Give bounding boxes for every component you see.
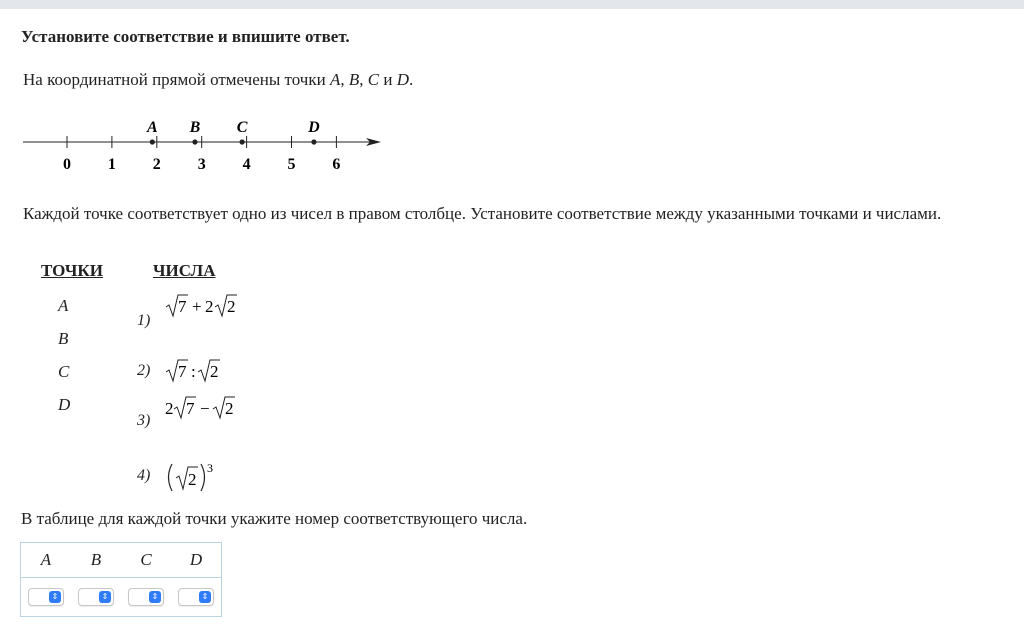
task-intro: На координатной прямой отмечены точки A, B, C и D. xyxy=(23,70,414,89)
formula-4-graphic xyxy=(165,460,225,496)
answer-cell xyxy=(71,578,121,617)
option-number: 2) xyxy=(137,362,151,379)
answer-header-a: A xyxy=(21,543,72,578)
point-label: A xyxy=(146,119,158,136)
select-arrows-icon: ⇕ xyxy=(49,591,61,603)
answer-header-c: C xyxy=(121,543,171,578)
option-formula-2 xyxy=(165,357,245,390)
answer-select-a[interactable] xyxy=(28,588,64,606)
point-label: C xyxy=(236,119,248,136)
svg-text:2: 2 xyxy=(227,297,236,316)
answer-cell xyxy=(21,578,72,617)
option-number: 1) xyxy=(137,312,151,329)
tick-label: 2 xyxy=(152,156,161,173)
select-arrows-icon: ⇕ xyxy=(99,591,111,603)
select-arrows-icon: ⇕ xyxy=(149,591,161,603)
svg-text:+: + xyxy=(192,297,202,316)
point-label: C xyxy=(58,362,70,381)
svg-text:−: − xyxy=(200,399,210,418)
svg-text::: : xyxy=(191,362,196,381)
tick-label: 1 xyxy=(107,156,116,173)
option-number: 3) xyxy=(137,412,151,429)
tick-label: 6 xyxy=(332,156,341,173)
point-dot xyxy=(240,139,245,144)
svg-text:3: 3 xyxy=(207,461,213,475)
top-bar xyxy=(0,0,1024,9)
svg-text:2: 2 xyxy=(205,297,214,316)
tick-label: 3 xyxy=(197,156,206,173)
point-dot xyxy=(311,139,316,144)
numbers-column-header: ЧИСЛА xyxy=(153,261,216,280)
point-label: D xyxy=(308,119,320,136)
answer-select-d[interactable] xyxy=(178,588,214,606)
svg-text:7: 7 xyxy=(178,362,187,381)
task-title: Установите соответствие и впишите ответ. xyxy=(21,27,350,46)
answer-table xyxy=(20,542,222,617)
tick-label: 4 xyxy=(242,156,251,173)
svg-text:7: 7 xyxy=(178,297,187,316)
option-number: 4) xyxy=(137,467,151,484)
option-formula-3 xyxy=(165,394,245,427)
answer-select-c[interactable] xyxy=(128,588,164,606)
answer-select-b[interactable] xyxy=(78,588,114,606)
point-dot xyxy=(192,139,197,144)
tick-label: 0 xyxy=(63,156,71,173)
point-label: A xyxy=(58,296,69,315)
answer-cell xyxy=(171,578,222,617)
point-label: D xyxy=(58,395,71,414)
answer-cell xyxy=(121,578,171,617)
svg-text:2: 2 xyxy=(210,362,219,381)
svg-text:2: 2 xyxy=(188,470,197,489)
formula-2-graphic xyxy=(165,357,245,385)
svg-text:7: 7 xyxy=(186,399,195,418)
point-dot xyxy=(150,139,155,144)
option-formula-1 xyxy=(165,292,245,325)
points-column-header: ТОЧКИ xyxy=(41,261,103,280)
task-paragraph: Каждой точке соответствует одно из чисел в правом столбце. Установите соответствие между указанными точками и числами. xyxy=(23,204,942,223)
svg-text:2: 2 xyxy=(165,399,174,418)
formula-3-graphic xyxy=(165,394,245,422)
answer-header-b: B xyxy=(71,543,121,578)
tick-label: 5 xyxy=(287,156,296,173)
point-label: B xyxy=(189,119,201,136)
svg-text:2: 2 xyxy=(225,399,234,418)
formula-1-graphic xyxy=(165,292,245,320)
answer-header-d: D xyxy=(171,543,222,578)
answer-instruction: В таблице для каждой точки укажите номер соответствующего числа. xyxy=(21,509,528,528)
select-arrows-icon: ⇕ xyxy=(199,591,211,603)
point-label: B xyxy=(58,329,69,348)
option-formula-4 xyxy=(165,460,225,501)
number-line xyxy=(0,110,400,180)
